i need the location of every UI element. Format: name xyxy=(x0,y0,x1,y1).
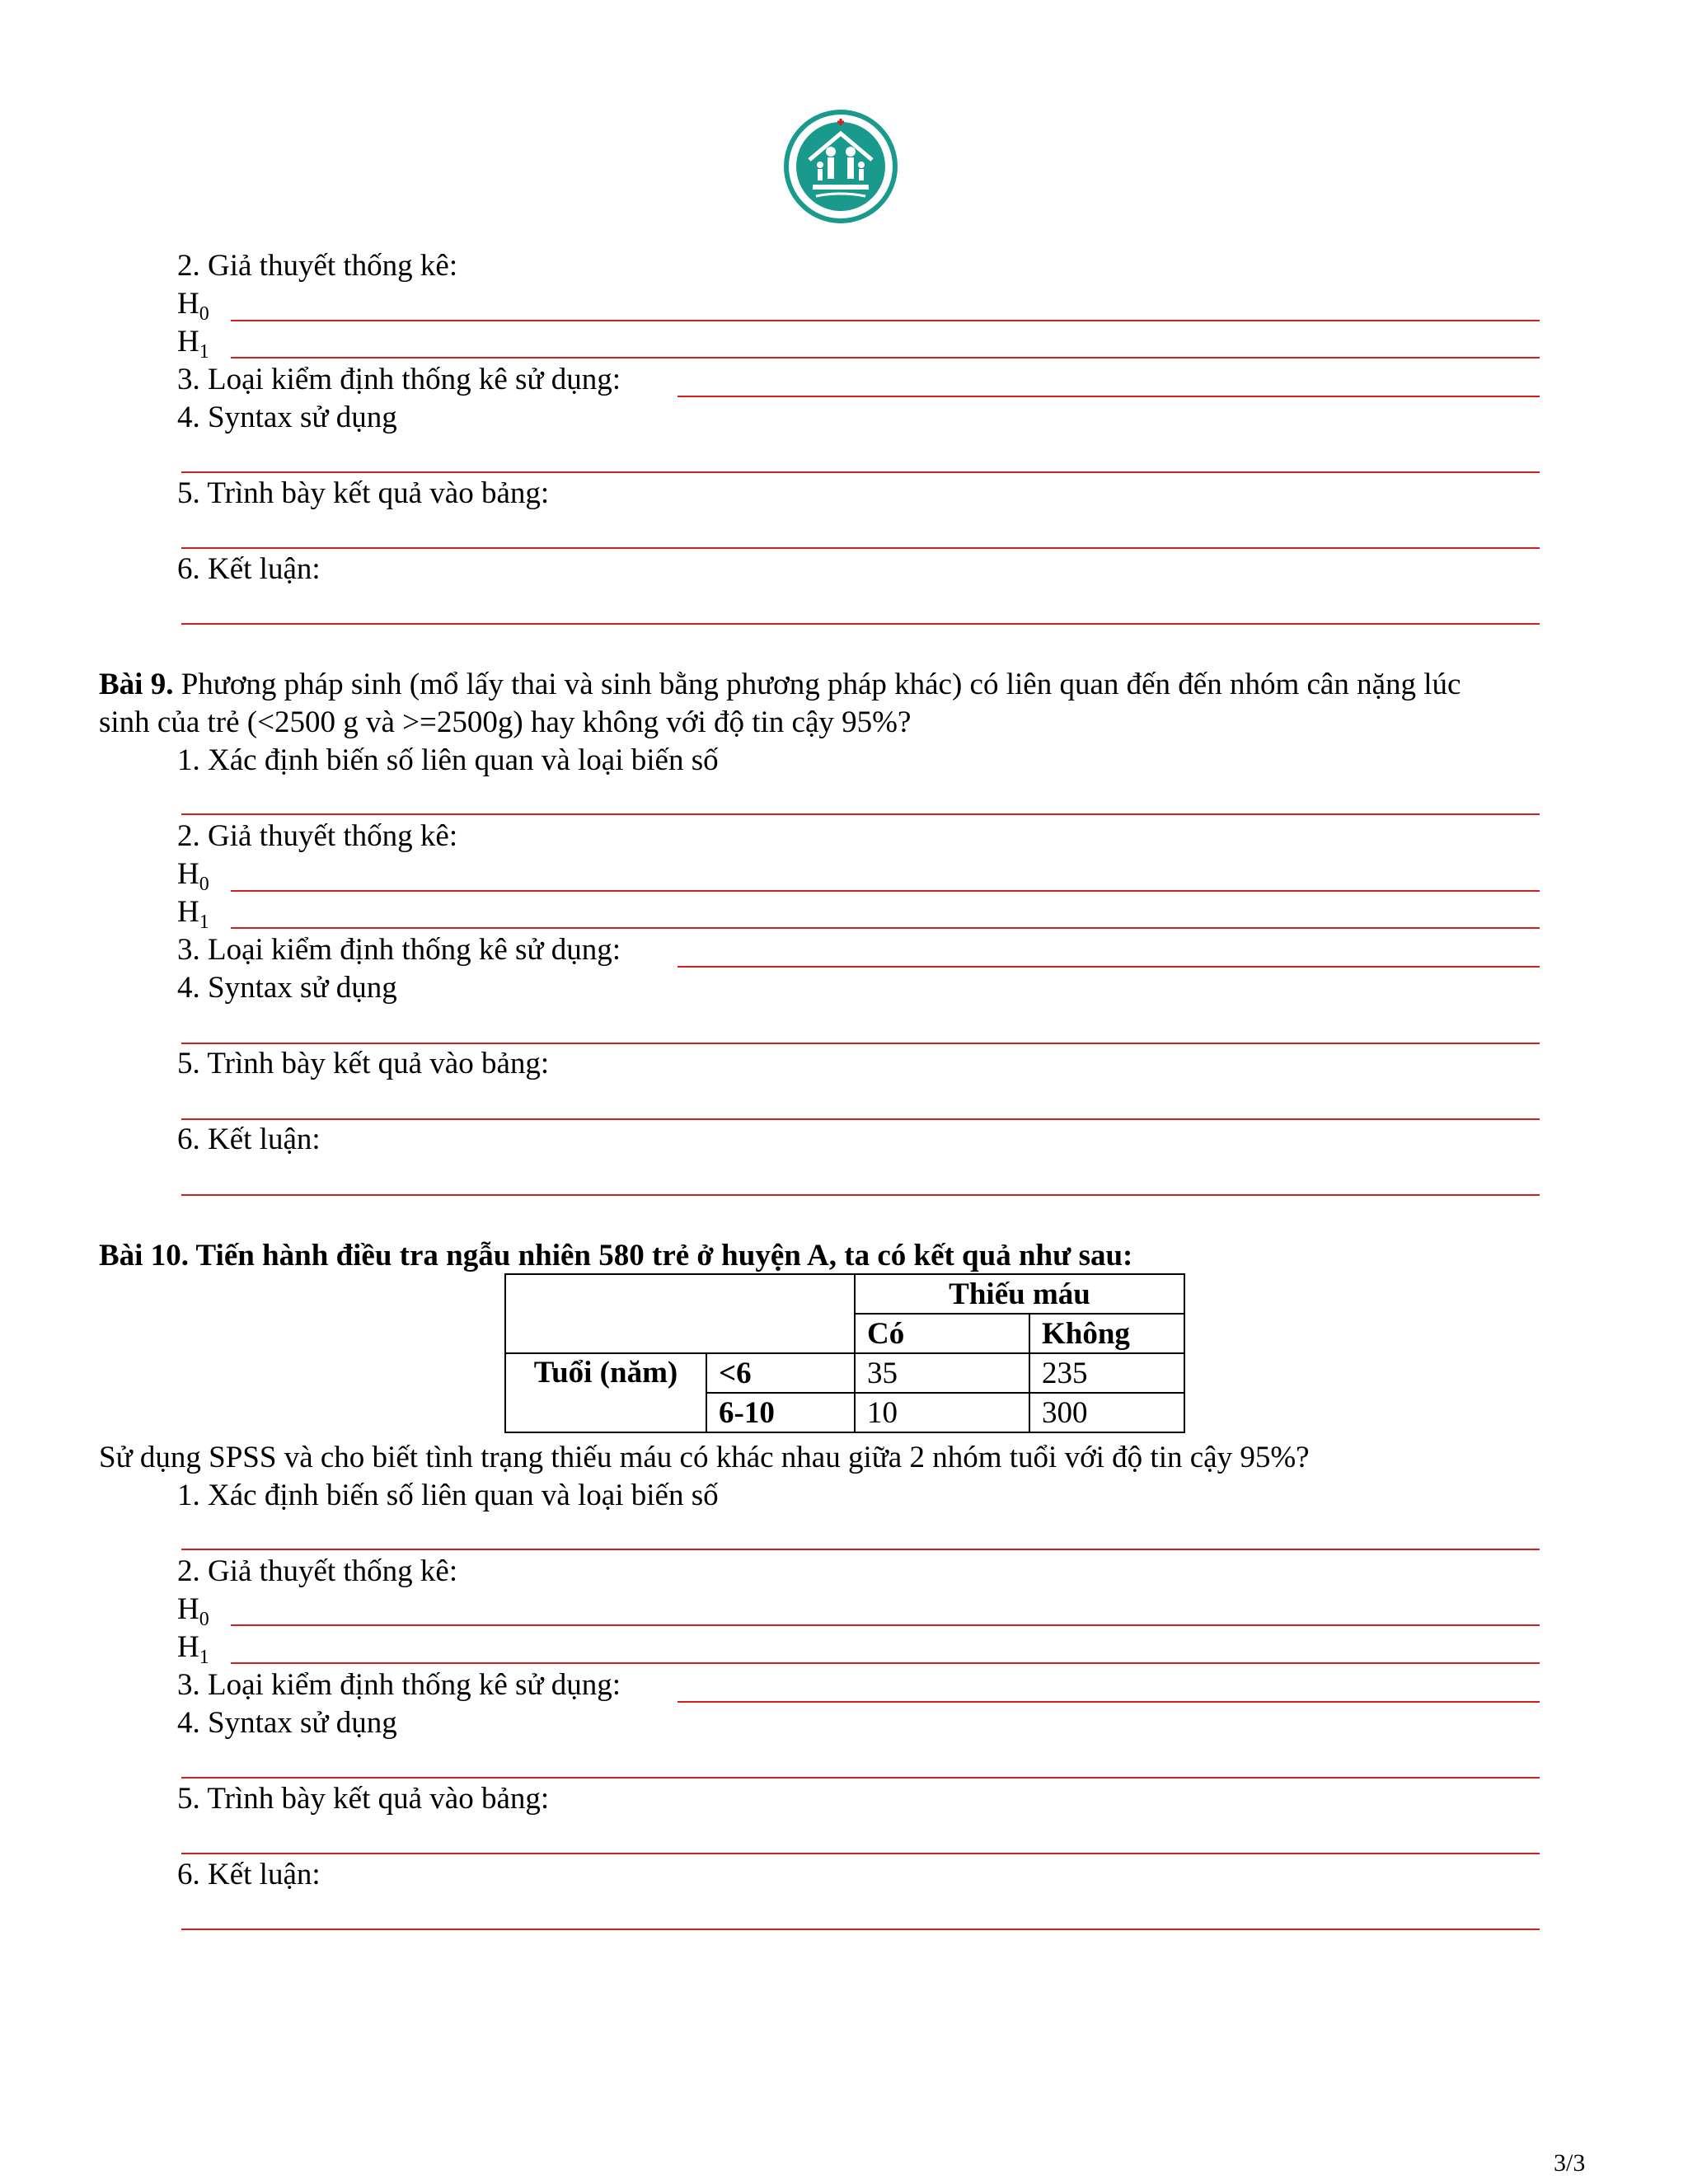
bai9-q6-answer-line[interactable] xyxy=(181,1194,1540,1196)
bai10-q1-label: 1. Xác định biến số liên quan và loại biến số xyxy=(177,1479,719,1512)
table-corner-cell xyxy=(505,1274,855,1353)
q5-label: 5. Trình bày kết quả vào bảng: xyxy=(177,476,550,510)
table-group-header: Thiếu máu xyxy=(855,1274,1184,1314)
bai10-q4-answer-line[interactable] xyxy=(181,1777,1540,1779)
q6-label: 6. Kết luận: xyxy=(177,552,321,586)
q6-answer-line[interactable] xyxy=(181,623,1540,625)
table-cell: 35 xyxy=(855,1353,1029,1393)
q5-answer-line[interactable] xyxy=(181,547,1540,549)
bai9-q1-answer-line[interactable] xyxy=(181,813,1540,815)
h0-answer-line[interactable] xyxy=(231,320,1540,321)
bai10-q6-label: 6. Kết luận: xyxy=(177,1858,321,1891)
q4-answer-line[interactable] xyxy=(181,471,1540,473)
bai9-question-line2: sinh của trẻ (<2500 g và >=2500g) hay không với độ tin cậy 95%? xyxy=(99,705,912,739)
bai10-question: Sử dụng SPSS và cho biết tình trạng thiếu máu có khác nhau giữa 2 nhóm tuổi với độ tin cậy 95%? xyxy=(99,1441,1310,1474)
q4-label: 4. Syntax sử dụng xyxy=(177,401,397,434)
bai9-q4-answer-line[interactable] xyxy=(181,1043,1540,1044)
q3-answer-line[interactable] xyxy=(678,396,1540,397)
bai9-question-line1: Bài 9. Phương pháp sinh (mổ lấy thai và sinh bằng phương pháp khác) có liên quan đến đến nhóm cân nặng lúc xyxy=(99,668,1461,701)
bai10-h1-answer-line[interactable] xyxy=(231,1662,1540,1664)
bai9-q5-answer-line[interactable] xyxy=(181,1118,1540,1120)
anemia-age-table xyxy=(504,1273,1185,1433)
h0-label: $H_0$ xyxy=(177,287,209,325)
bai9-q3-answer-line[interactable] xyxy=(678,966,1540,968)
bai9-q3-label: 3. Loại kiểm định thống kê sử dụng: xyxy=(177,933,621,967)
h1-label: $H_1$ xyxy=(177,325,209,363)
bai10-q1-answer-line[interactable] xyxy=(181,1549,1540,1550)
table-row xyxy=(505,1353,1184,1393)
bai9-q4-label: 4. Syntax sử dụng xyxy=(177,971,397,1005)
bai10-q6-answer-line[interactable] xyxy=(181,1929,1540,1930)
bai9-h0-answer-line[interactable] xyxy=(231,890,1540,892)
bai10-h0-answer-line[interactable] xyxy=(231,1624,1540,1626)
bai9-q5-label: 5. Trình bày kết quả vào bảng: xyxy=(177,1047,550,1080)
table-cell: 300 xyxy=(1029,1393,1184,1432)
table-row-variable: Tuổi (năm) xyxy=(505,1353,706,1432)
bai10-q5-answer-line[interactable] xyxy=(181,1853,1540,1854)
table-col-no: Không xyxy=(1029,1314,1184,1353)
page-number: 3/3 xyxy=(1554,2149,1586,2177)
table-col-yes: Có xyxy=(855,1314,1029,1353)
bai10-h1-label: $H_1$ xyxy=(177,1630,209,1668)
bai10-h0-label: $H_0$ xyxy=(177,1592,209,1630)
bai10-q2-label: 2. Giả thuyết thống kê: xyxy=(177,1554,458,1588)
h1-answer-line[interactable] xyxy=(231,357,1540,359)
q3-label: 3. Loại kiểm định thống kê sử dụng: xyxy=(177,363,621,396)
bai9-q1-label: 1. Xác định biến số liên quan và loại biến số xyxy=(177,743,719,777)
faculty-logo-icon xyxy=(783,109,898,224)
bai9-h1-answer-line[interactable] xyxy=(231,927,1540,929)
table-row-label: <6 xyxy=(706,1353,855,1393)
bai10-q3-label: 3. Loại kiểm định thống kê sử dụng: xyxy=(177,1668,621,1702)
bai10-q5-label: 5. Trình bày kết quả vào bảng: xyxy=(177,1782,550,1816)
bai10-q4-label: 4. Syntax sử dụng xyxy=(177,1706,397,1740)
q2-label: 2. Giả thuyết thống kê: xyxy=(177,249,458,283)
bai9-q6-label: 6. Kết luận: xyxy=(177,1122,321,1156)
bai9-h1-label: $H_1$ xyxy=(177,895,209,933)
table-cell: 235 xyxy=(1029,1353,1184,1393)
bai10-q3-answer-line[interactable] xyxy=(678,1701,1540,1703)
bai10-heading: Bài 10. Tiến hành điều tra ngẫu nhiên 580 trẻ ở huyện A, ta có kết quả như sau: xyxy=(99,1239,1133,1272)
bai9-q2-label: 2. Giả thuyết thống kê: xyxy=(177,819,458,853)
bai9-h0-label: $H_0$ xyxy=(177,857,209,895)
table-row-label: 6-10 xyxy=(706,1393,855,1432)
table-cell: 10 xyxy=(855,1393,1029,1432)
